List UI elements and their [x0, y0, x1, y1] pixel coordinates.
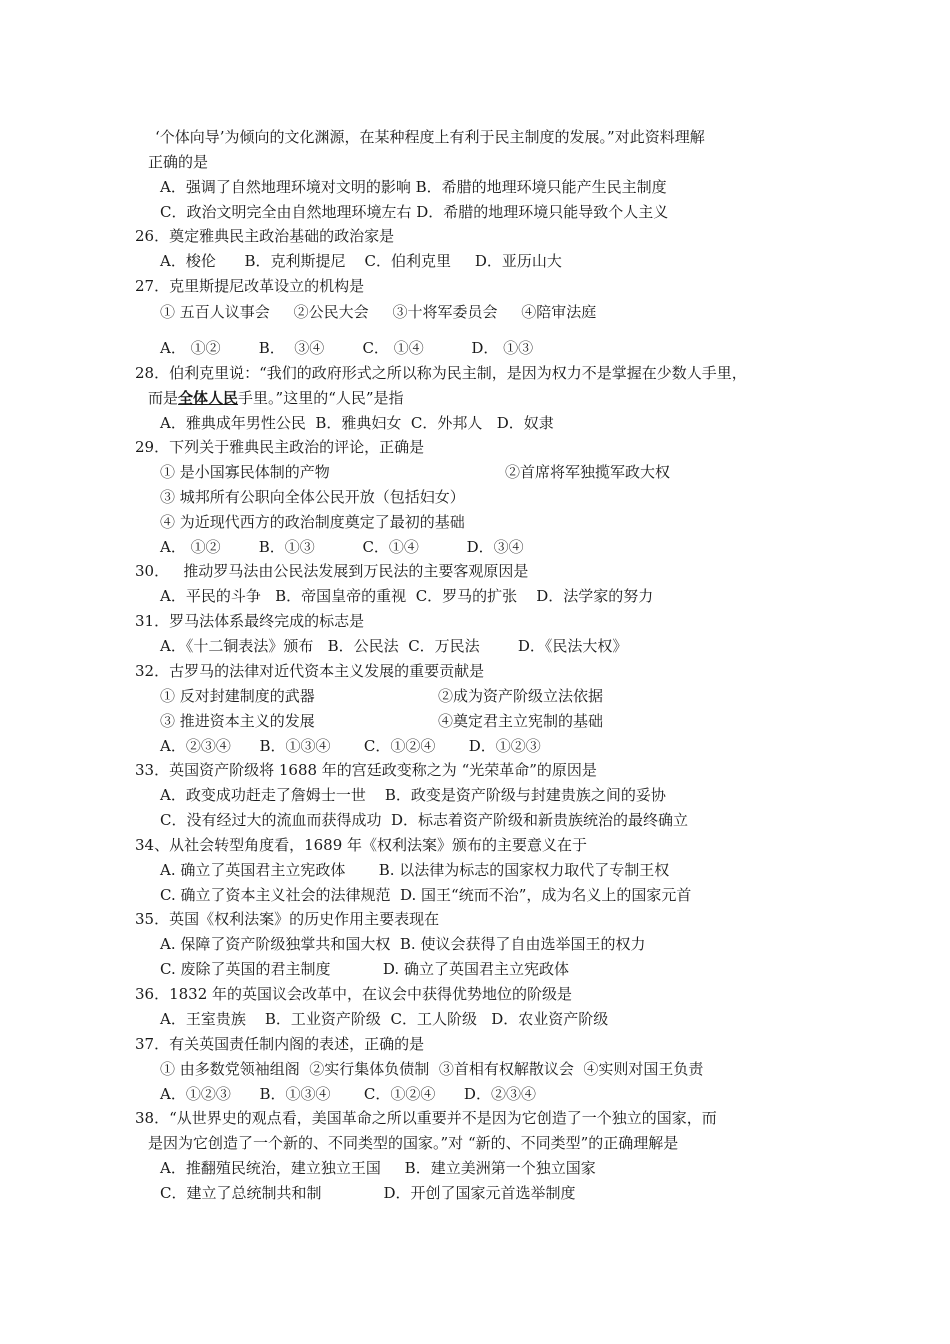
q28-stem-line	[148, 388, 404, 408]
q27-options: A． ①② B． ③④ C． ①④ D． ①③	[160, 339, 534, 357]
q34-stem: 34、从社会转型角度看，1689 年《权利法案》颁布的主要意义在于	[135, 836, 588, 854]
q29-stem: 29．下列关于雅典民主政治的评论，正确是	[135, 438, 425, 456]
q37-options: A．①②③ B．①③④ C．①②④ D．②③④	[160, 1085, 536, 1103]
q29-item: ④ 为近现代西方的政治制度奠定了最初的基础	[160, 513, 465, 531]
q29-item: ③ 城邦所有公职向全体公民开放（包括妇女）	[160, 488, 465, 506]
q35-options: C. 废除了英国的君主制度 D. 确立了英国君主立宪政体	[160, 960, 569, 978]
q28-text: 手里。”这里的“人民”是指	[238, 389, 404, 407]
q25-stem-line: 正确的是	[148, 153, 209, 171]
q32-item: ① 反对封建制度的武器	[160, 687, 315, 705]
q28-emphasis: 全体人民	[178, 389, 239, 407]
q32-item: ③ 推进资本主义的发展	[160, 712, 315, 730]
q25-options: C．政治文明完全由自然地理环境左右 D．希腊的地理环境只能导致个人主义	[160, 203, 669, 221]
q25-options: A．强调了自然地理环境对文明的影响 B．希腊的地理环境只能产生民主制度	[160, 178, 667, 196]
q36-stem: 36．1832 年的英国议会改革中，在议会中获得优势地位的阶级是	[135, 985, 573, 1003]
q28-options: A．雅典成年男性公民 B．雅典妇女 C．外邦人 D．奴隶	[160, 414, 554, 432]
q29-options: A． ①② B．①③ C．①④ D．③④	[160, 538, 524, 556]
q38-options: A．推翻殖民统治，建立独立王国 B．建立美洲第一个独立国家	[160, 1159, 596, 1177]
q33-stem: 33．英国资产阶级将 1688 年的宫廷政变称之为 “光荣革命”的原因是	[135, 761, 597, 779]
q38-stem-line: 是因为它创造了一个新的、不同类型的国家。”对 “新的、不同类型”的正确理解是	[148, 1134, 679, 1152]
q27-stem: 27．克里斯提尼改革设立的机构是	[135, 277, 365, 295]
q35-options: A. 保障了资产阶级独掌共和国大权 B. 使议会获得了自由选举国王的权力	[160, 935, 646, 953]
q28-text: 而是	[148, 389, 179, 407]
q37-stem: 37．有关英国责任制内阁的表述，正确的是	[135, 1035, 425, 1053]
q32-item: ②成为资产阶级立法依据	[438, 687, 604, 705]
q33-options: C．没有经过大的流血而获得成功 D．标志着资产阶级和新贵族统治的最终确立	[160, 811, 689, 829]
q27-items: ① 五百人议事会 ②公民大会 ③十将军委员会 ④陪审法庭	[160, 303, 597, 321]
q28-stem: 28．伯利克里说：“我们的政府形式之所以称为民主制，是因为权力不是掌握在少数人手里，	[135, 364, 747, 382]
q34-options: C. 确立了资本主义社会的法律规范 D. 国王“统而不治”，成为名义上的国家元首	[160, 886, 692, 904]
q25-stem-line: ‘个体向导’为倾向的文化渊源，在某种程度上有利于民主制度的发展。”对此资料理解	[155, 128, 705, 146]
q31-options: A．《十二铜表法》颁布 B．公民法 C．万民法 D．《民法大权》	[160, 637, 628, 655]
q36-options: A．王室贵族 B．工业资产阶级 C．工人阶级 D．农业资产阶级	[160, 1010, 609, 1028]
q31-stem: 31．罗马法体系最终完成的标志是	[135, 612, 365, 630]
q34-options: A. 确立了英国君主立宪政体 B. 以法律为标志的国家权力取代了专制王权	[160, 861, 670, 879]
q26-stem: 26．奠定雅典民主政治基础的政治家是	[135, 227, 395, 245]
q29-item: ① 是小国寡民体制的产物	[160, 463, 330, 481]
q38-options: C．建立了总统制共和制 D．开创了国家元首选举制度	[160, 1184, 576, 1202]
q29-item: ②首席将军独揽军政大权	[505, 463, 671, 481]
q33-options: A．政变成功赶走了詹姆士一世 B．政变是资产阶级与封建贵族之间的妥协	[160, 786, 666, 804]
q30-stem: 30． 推动罗马法由公民法发展到万民法的主要客观原因是	[135, 562, 529, 580]
q30-options: A．平民的斗争 B．帝国皇帝的重视 C．罗马的扩张 D．法学家的努力	[160, 587, 654, 605]
q37-items: ① 由多数党领袖组阁 ②实行集体负债制 ③首相有权解散议会 ④实则对国王负责	[160, 1060, 704, 1078]
q32-item: ④奠定君主立宪制的基础	[438, 712, 604, 730]
q38-stem: 38．“从世界史的观点看，美国革命之所以重要并不是因为它创造了一个独立的国家，而	[135, 1109, 717, 1127]
q35-stem: 35．英国《权利法案》的历史作用主要表现在	[135, 910, 440, 928]
q26-options: A．梭伦 B．克利斯提尼 C．伯利克里 D．亚历山大	[160, 252, 562, 270]
q32-options: A．②③④ B．①③④ C．①②④ D．①②③	[160, 737, 541, 755]
q32-stem: 32．古罗马的法律对近代资本主义发展的重要贡献是	[135, 662, 485, 680]
